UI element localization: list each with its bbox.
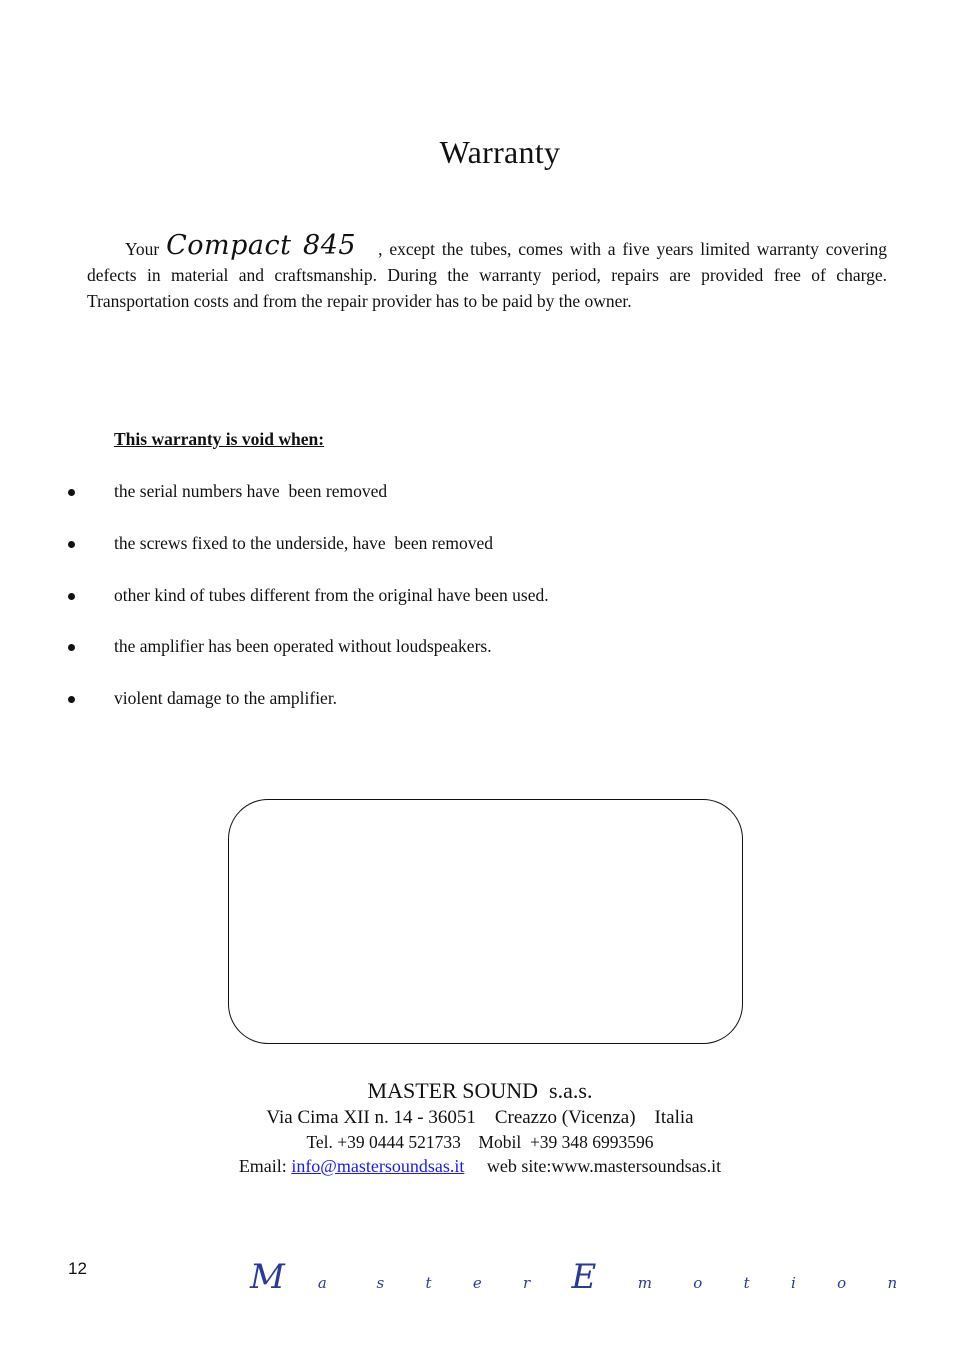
email-label: Email: [238, 1156, 292, 1176]
list-item [0, 585, 900, 609]
page-title: Warranty [439, 134, 561, 170]
bullet-icon [68, 489, 75, 496]
master-emotion-logo: M a s t e r E m o t i o n [250, 1257, 898, 1297]
bullet-icon [68, 696, 75, 703]
contact-line [0, 1156, 954, 1177]
company-phones: Tel. +39 0444 521733 Mobil +39 348 6993596 [306, 1132, 654, 1152]
company-address: Via Cima XII n. 14 - 36051 Creazzo (Vicenza) Italia [266, 1107, 694, 1128]
warranty-intro-paragraph [87, 230, 887, 314]
list-item-text: the screws fixed to the underside, have been removed [114, 533, 494, 553]
website-text: web site:www.mastersoundsas.it [464, 1156, 722, 1176]
dealer-stamp-box [228, 799, 743, 1044]
list-item [0, 688, 900, 712]
list-item-text: violent damage to the amplifier. [114, 688, 338, 708]
list-item [0, 636, 900, 660]
company-name: MASTER SOUND s.a.s. [367, 1078, 593, 1103]
intro-body: , except the tubes, comes with a five years limited warranty covering defects in material and craftsmanship. During the warranty period, repairs are provided free of charge. Transportation costs and from the repair provider has to be paid by the owner. [87, 239, 887, 311]
void-conditions-heading: This warranty is void when: [114, 429, 325, 449]
bullet-icon [68, 541, 75, 548]
list-item-text: the amplifier has been operated without loudspeakers. [114, 636, 492, 656]
list-item [0, 533, 900, 557]
list-item [0, 481, 900, 505]
page-number: 12 [68, 1259, 87, 1278]
intro-lead: Your [125, 239, 160, 259]
list-item-text: other kind of tubes different from the original have been used. [114, 585, 549, 605]
bullet-icon [68, 644, 75, 651]
email-link[interactable]: info@mastersoundsas.it [291, 1156, 465, 1176]
bullet-icon [68, 593, 75, 600]
list-item-text: the serial numbers have been removed [114, 481, 388, 501]
model-name: Compact 845 [166, 230, 357, 261]
